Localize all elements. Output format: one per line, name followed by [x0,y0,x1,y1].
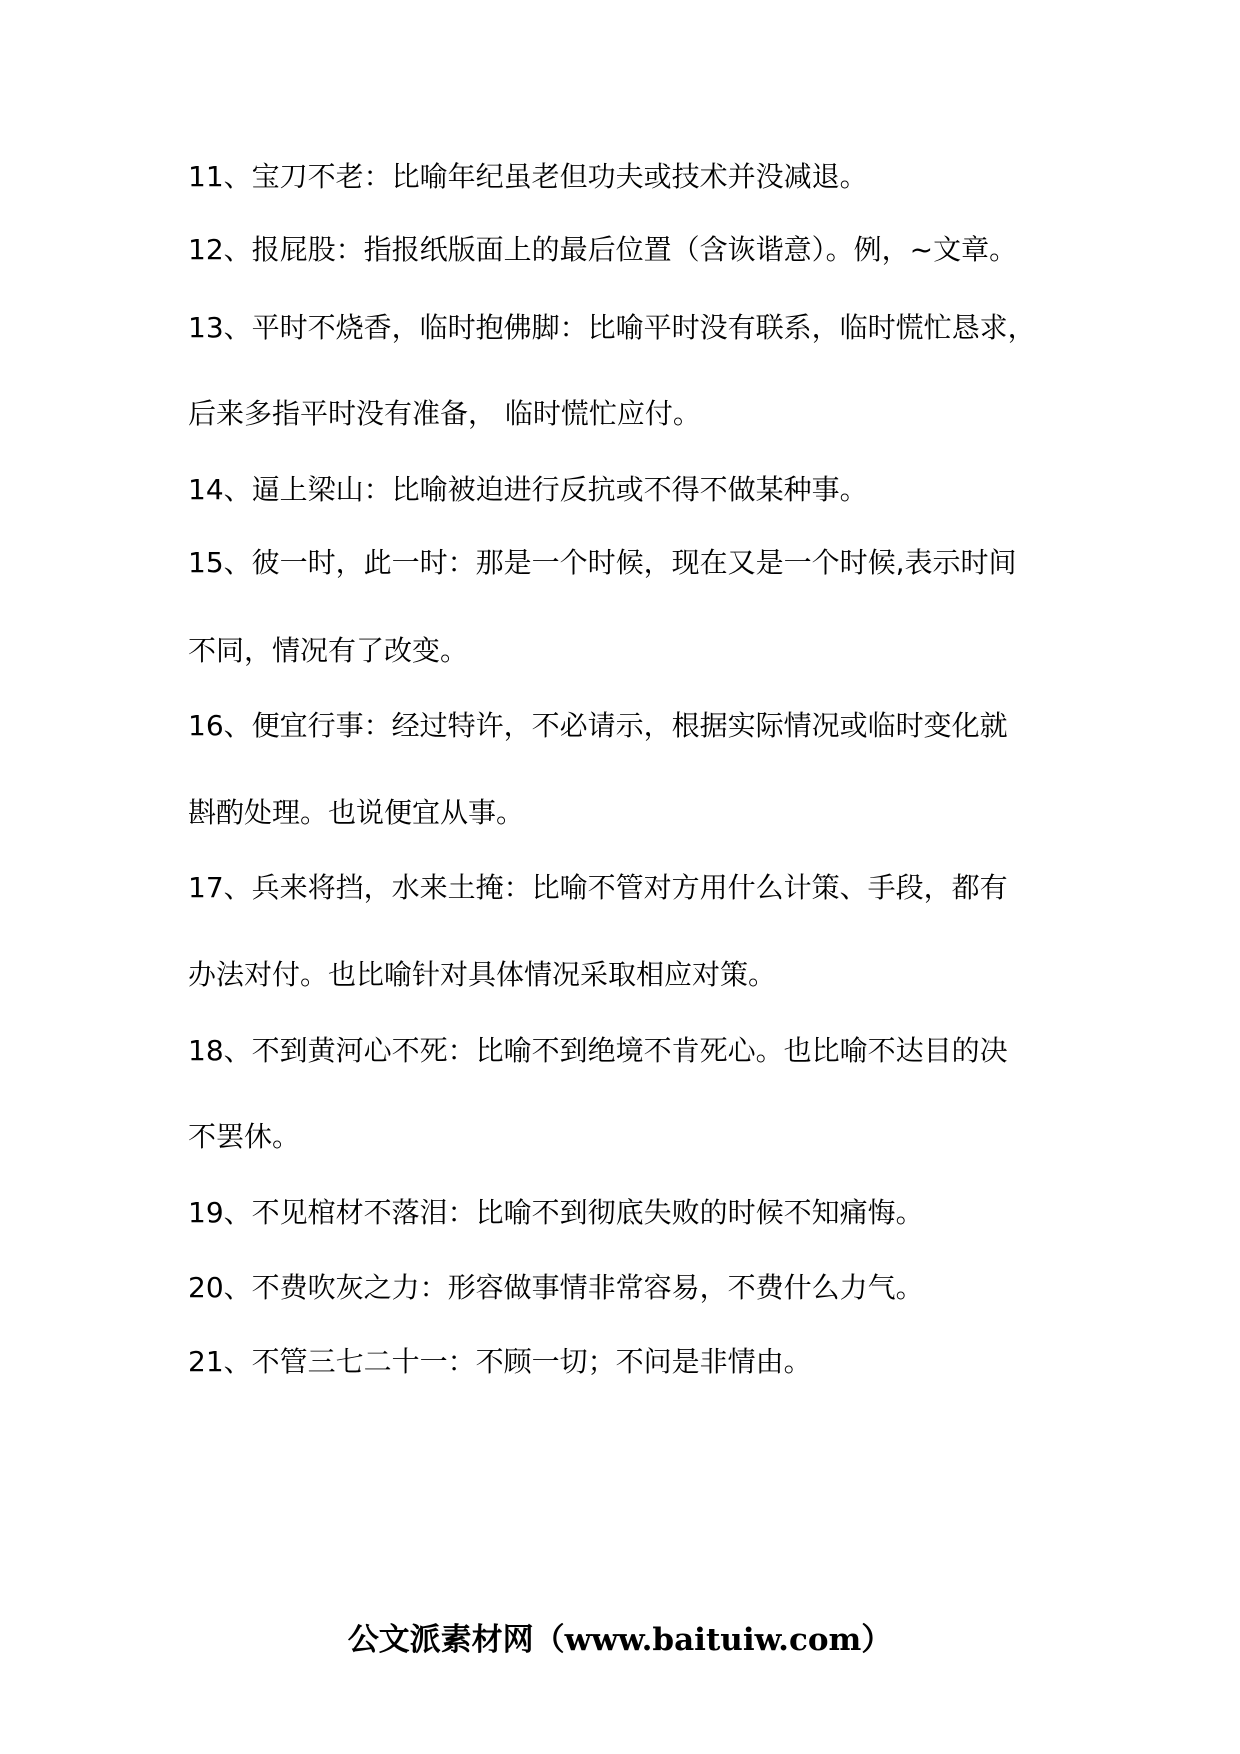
entry-number: 13、 [188,311,252,344]
entry-16 [188,709,1008,743]
entry-text: 不到黄河心不死：比喻不到绝境不肯死心。也比喻不达目的决 [251,1034,1008,1067]
entry-number: 18、 [188,1034,252,1067]
entry-number: 17、 [188,871,252,904]
entry-12 [188,233,1017,267]
entry-number: 12、 [188,233,252,266]
entry-13 [188,311,1036,345]
entry-number: 19、 [188,1196,252,1229]
page-footer-watermark: 公文派素材网（www.baituiw.com） [347,1622,893,1658]
entry-16-continuation: 斟酌处理。也说便宜从事。 [188,796,525,829]
entry-text: 逼上梁山：比喻被迫进行反抗或不得不做某种事。 [251,473,868,506]
entry-text: 不见棺材不落泪：比喻不到彻底失败的时候不知痛悔。 [251,1196,924,1229]
entry-17-continuation: 办法对付。也比喻针对具体情况采取相应对策。 [188,958,777,991]
entry-text: 宝刀不老：比喻年纪虽老但功夫或技术并没减退。 [251,160,868,193]
entry-text: 不费吹灰之力：形容做事情非常容易，不费什么力气。 [251,1271,924,1304]
entry-11 [188,160,868,194]
entry-number: 20、 [188,1271,252,1304]
entry-text: 平时不烧香，临时抱佛脚：比喻平时没有联系，临时慌忙恳求， [251,311,1036,344]
entry-18 [188,1034,1008,1068]
entry-15 [188,546,1017,580]
entry-20 [188,1271,924,1305]
entry-17 [188,871,1008,905]
entry-number: 11、 [188,160,252,193]
entry-text: 兵来将挡，水来土掩：比喻不管对方用什么计策、手段，都有 [251,871,1008,904]
entry-number: 15、 [188,546,252,579]
entry-text: 便宜行事：经过特许，不必请示，根据实际情况或临时变化就 [251,709,1008,742]
entry-text: 不管三七二十一：不顾一切；不问是非情由。 [251,1345,812,1378]
entry-number: 16、 [188,709,252,742]
entry-14 [188,473,868,507]
entry-18-continuation: 不罢休。 [188,1120,301,1153]
entry-21 [188,1345,812,1379]
entry-number: 14、 [188,473,252,506]
entry-15-continuation: 不同，情况有了改变。 [188,634,469,667]
entry-number: 21、 [188,1345,252,1378]
entry-19 [188,1196,924,1230]
entry-13-continuation: 后来多指平时没有准备， 临时慌忙应付。 [188,397,701,430]
entry-text: 彼一时，此一时：那是一个时候，现在又是一个时候,表示时间 [251,546,1017,579]
entry-text: 报屁股：指报纸版面上的最后位置（含诙谐意）。例，~文章。 [251,233,1018,266]
